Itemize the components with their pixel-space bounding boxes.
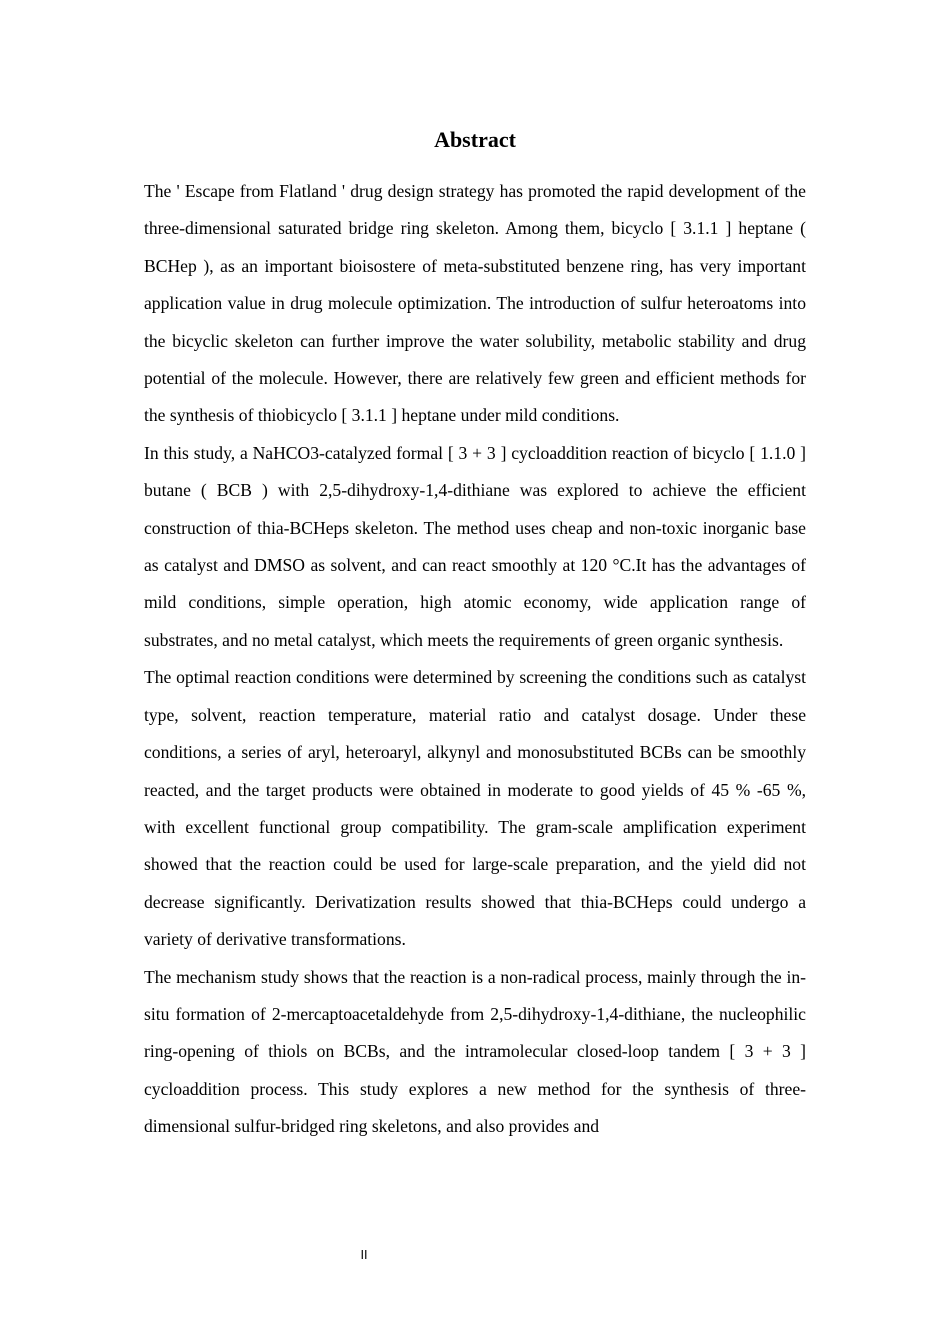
abstract-body (144, 173, 806, 1146)
page-number: II (360, 1248, 368, 1262)
abstract-paragraph-4: The mechanism study shows that the reaction is a non-radical process, mainly through the in-situ formation of 2-mercaptoacetaldehyde from 2,5-dihydroxy-1,4-dithiane, the nucleophilic ring-opening of thiols on BCBs, and the intramolecular closed-loop tandem [ 3 + 3 ] cycloaddition process. This study explores a new method for the synthesis of three-dimensional sulfur-bridged ring skeletons, and also provides and (144, 966, 806, 1137)
abstract-paragraph-1: The ' Escape from Flatland ' drug design strategy has promoted the rapid development of the three-dimensional saturated bridge ring skeleton. Among them, bicyclo [ 3.1.1 ] heptane ( BCHep ), as an important bioisostere of meta-substituted benzene ring, has very important application value in drug molecule optimization. The introduction of sulfur heteroatoms into the bicyclic skeleton can further improve the water solubility, metabolic stability and drug potential of the molecule. However, there are relatively few green and efficient methods for the synthesis of thiobicyclo [ 3.1.1 ] heptane under mild conditions. (144, 181, 806, 426)
abstract-paragraph-3: The optimal reaction conditions were determined by screening the conditions such as catalyst type, solvent, reaction temperature, material ratio and catalyst dosage. Under these conditions, a series of aryl, heteroaryl, alkynyl and monosubstituted BCBs can be smoothly reacted, and the target products were obtained in moderate to good yields of 45 % -65 %, with excellent functional group compatibility. The gram-scale amplification experiment showed that the reaction could be used for large-scale preparation, and the yield did not decrease significantly. Derivatization results showed that thia-BCHeps could undergo a variety of derivative transformations. (144, 667, 806, 950)
page-title: Abstract (434, 127, 516, 152)
abstract-paragraph-2: In this study, a NaHCO3-catalyzed formal [ 3 + 3 ] cycloaddition reaction of bicyclo [ 1.1.0 ] butane ( BCB ) with 2,5-dihydroxy-1,4-dithiane was explored to achieve the efficient construction of thia-BCHeps skeleton. The method uses cheap and non-toxic inorganic base as catalyst and DMSO as solvent, and can react smoothly at 120 °C.It has the advantages of mild conditions, simple operation, high atomic economy, wide application range of substrates, and no metal catalyst, which meets the requirements of green organic synthesis. (144, 442, 806, 650)
